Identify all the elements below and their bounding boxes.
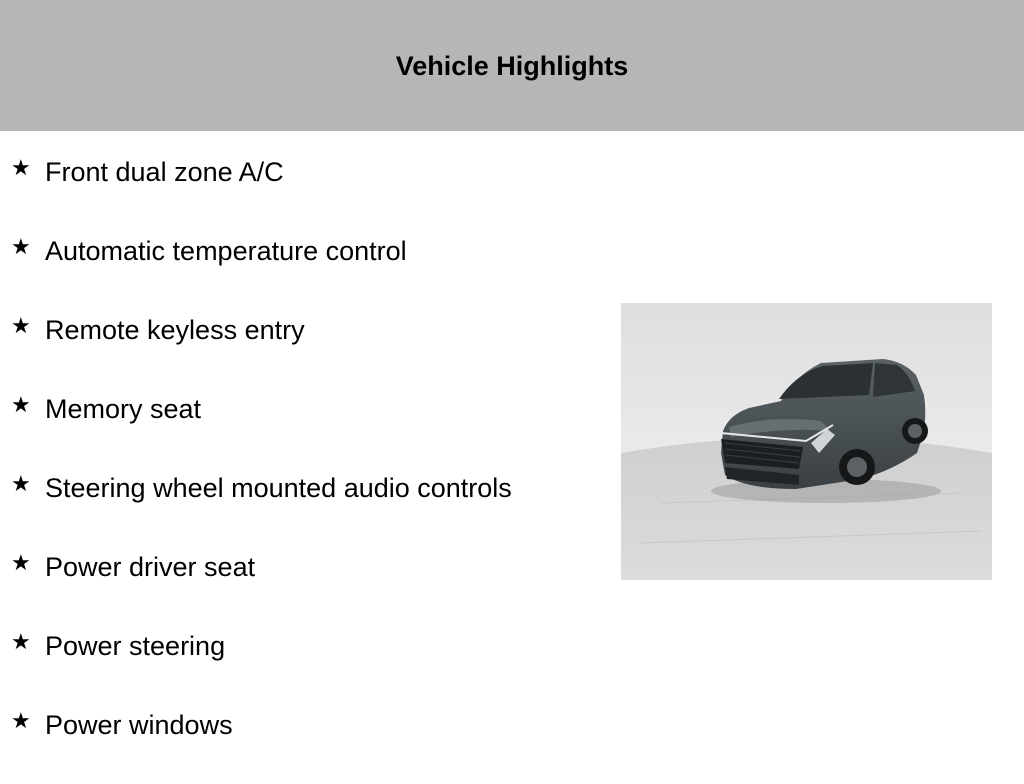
list-item (0, 705, 600, 784)
star-icon: ★ (11, 156, 31, 181)
feature-label: Power driver seat (45, 552, 256, 582)
list-item (0, 389, 600, 468)
feature-label: Remote keyless entry (45, 315, 305, 345)
feature-label: Steering wheel mounted audio controls (45, 473, 512, 503)
feature-label: Memory seat (45, 394, 202, 424)
list-item (0, 626, 600, 705)
list-item (0, 468, 600, 547)
star-icon: ★ (11, 393, 31, 418)
star-icon: ★ (11, 709, 31, 734)
list-item (0, 310, 600, 389)
list-item (0, 547, 600, 626)
page-title: Vehicle Highlights (395, 51, 629, 81)
feature-label: Power windows (45, 710, 233, 740)
list-item (0, 231, 600, 310)
feature-list (0, 152, 600, 784)
star-icon: ★ (11, 551, 31, 576)
feature-label: Front dual zone A/C (45, 157, 284, 187)
list-item (0, 152, 600, 231)
header-banner (0, 0, 1024, 131)
feature-label: Power steering (45, 631, 226, 661)
star-icon: ★ (11, 314, 31, 339)
vehicle-photo (621, 303, 992, 580)
feature-label: Automatic temperature control (45, 236, 407, 266)
star-icon: ★ (11, 472, 31, 497)
star-icon: ★ (11, 630, 31, 655)
star-icon: ★ (11, 235, 31, 260)
